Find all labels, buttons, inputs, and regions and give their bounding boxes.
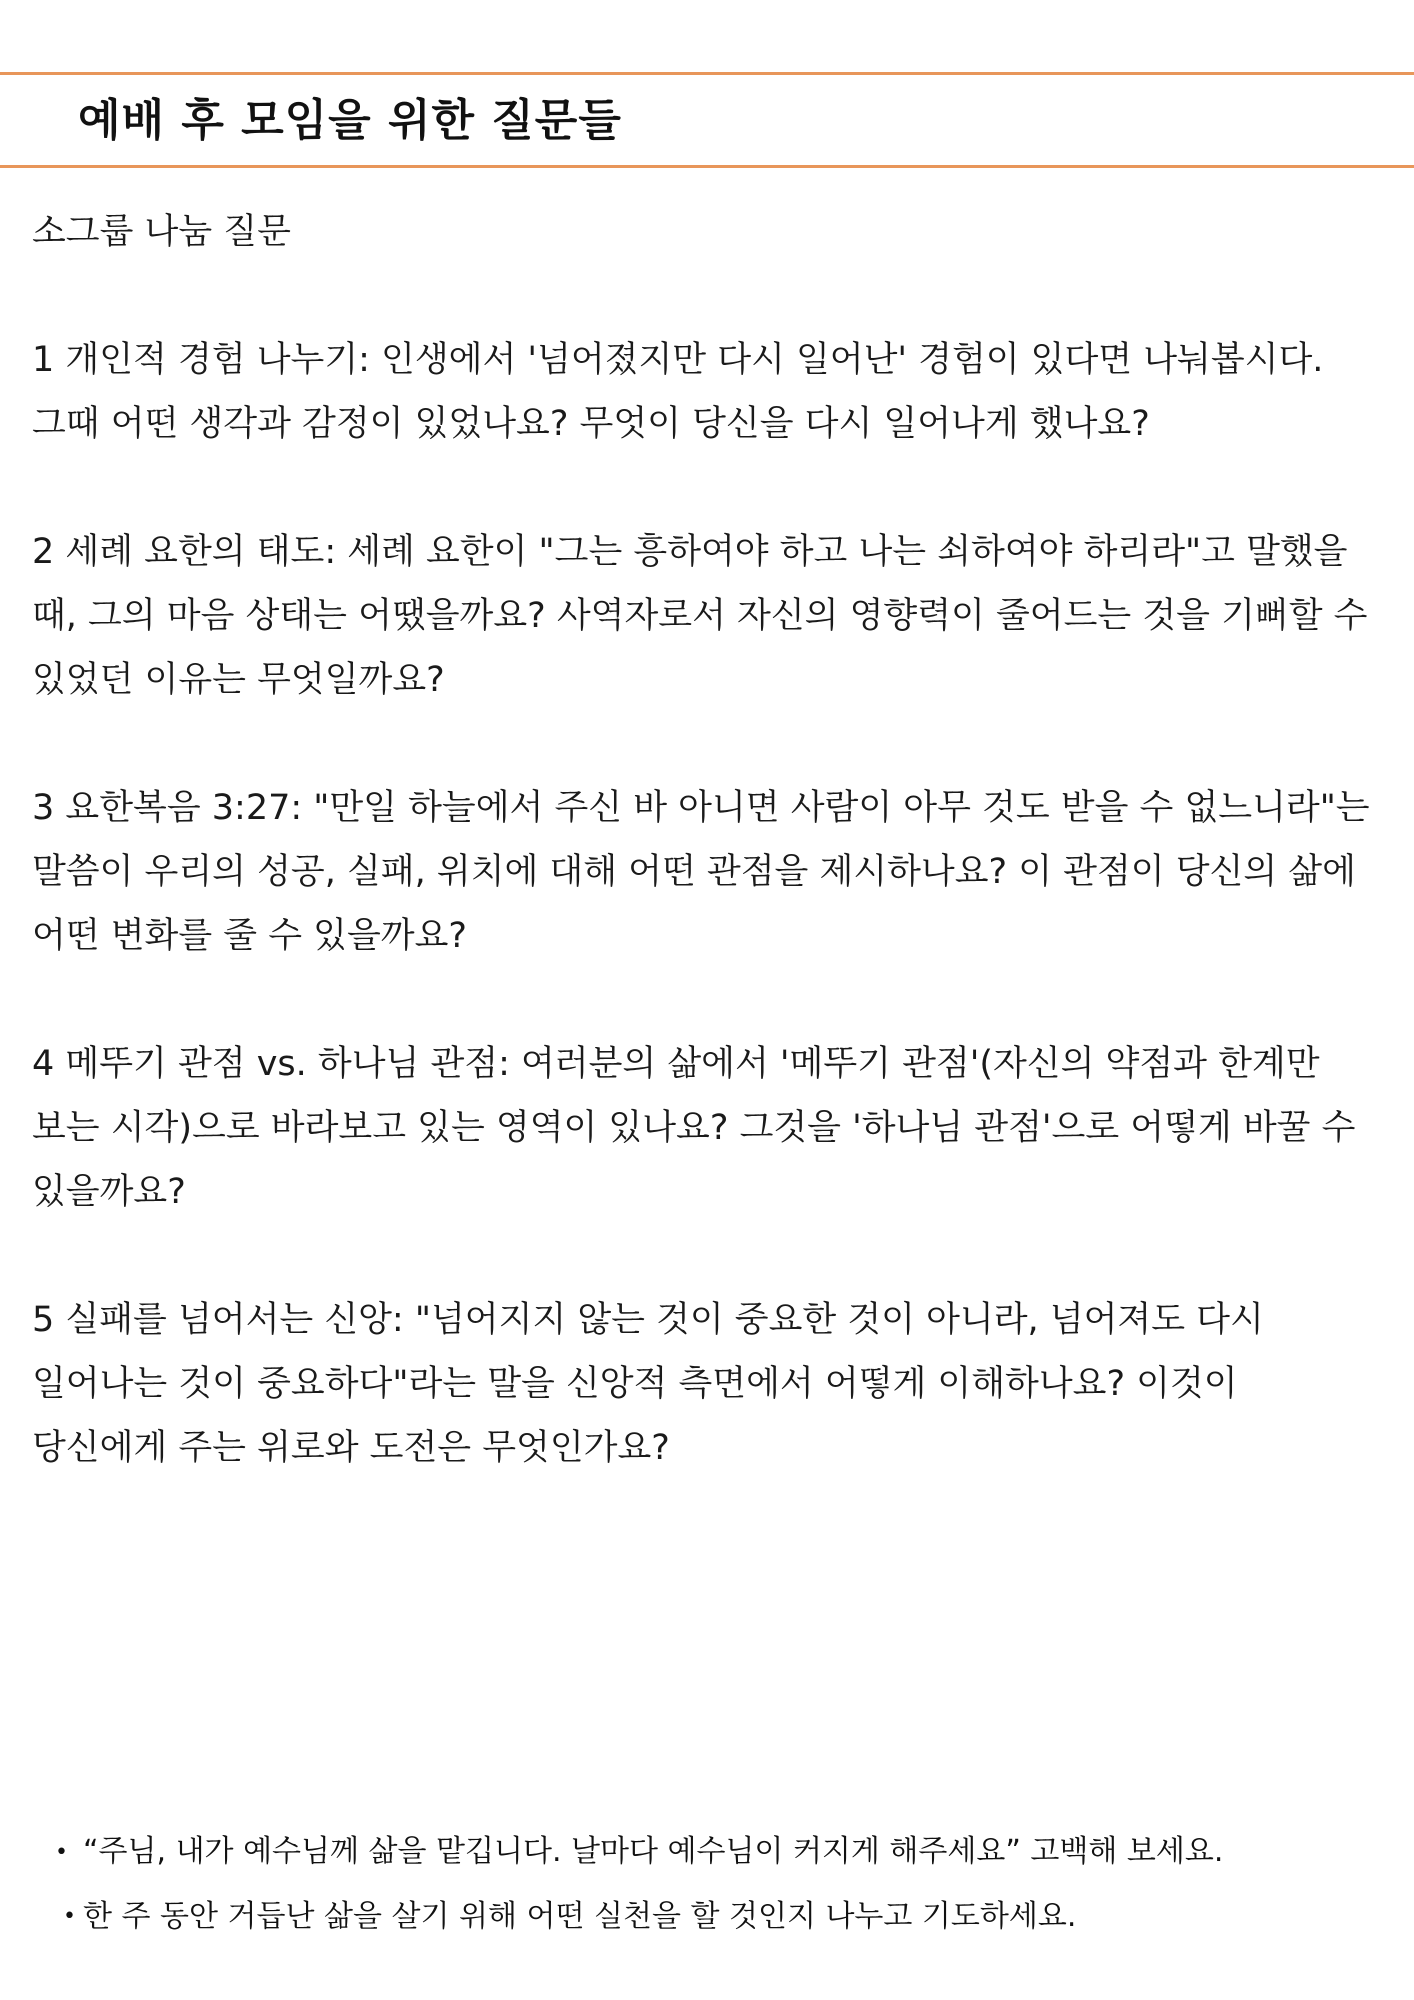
section-title: 소그룹 나눔 질문 [32, 212, 291, 252]
list-item [55, 1820, 1385, 1885]
action-list [55, 1820, 1385, 1949]
question-1: 1 개인적 경험 나누기: 인생에서 '넘어졌지만 다시 일어난' 경험이 있다면 나눠봅시다. 그때 어떤 생각과 감정이 있었나요? 무엇이 당신을 다시 일어나게 했나요? [32, 340, 1324, 444]
header-band [0, 72, 1414, 168]
list-item-text: “주님, 내가 예수님께 삶을 맡깁니다. 날마다 예수님이 커지게 해주세요” 고백해 보세요. [83, 1834, 1224, 1869]
list-item [55, 1885, 1385, 1950]
list-item-text: 한 주 동안 거듭난 삶을 살기 위해 어떤 실천을 할 것인지 나누고 기도하세요. [83, 1898, 1077, 1934]
question-2: 2 세례 요한의 태도: 세례 요한이 "그는 흥하여야 하고 나는 쇠하여야 하리라"고 말했을 때, 그의 마음 상태는 어땠을까요? 사역자로서 자신의 영향력이 줄어드는 것을 기뻐할 수 있었던 이유는 무엇일까요? [32, 532, 1368, 700]
question-3: 3 요한복음 3:27: "만일 하늘에서 주신 바 아니면 사람이 아무 것도 받을 수 없느니라"는 말씀이 우리의 성공, 실패, 위치에 대해 어떤 관점을 제시하나요? 이 관점이 당신의 삶에 어떤 변화를 줄 수 있을까요? [32, 788, 1370, 956]
bullet-icon: • [55, 1839, 68, 1865]
question-4: 4 메뚜기 관점 vs. 하나님 관점: 여러분의 삶에서 '메뚜기 관점'(자신의 약점과 한계만 보는 시각)으로 바라보고 있는 영역이 있나요? 그것을 '하나님 관점'으로 어떻게 바꿀 수 있을까요? [32, 1044, 1356, 1212]
page-title: 예배 후 모임을 위한 질문들 [78, 95, 622, 146]
bullet-icon: • [63, 1904, 76, 1929]
question-5: 5 실패를 넘어서는 신앙: "넘어지지 않는 것이 중요한 것이 아니라, 넘어져도 다시 일어나는 것이 중요하다"라는 말을 신앙적 측면에서 어떻게 이해하나요? 이것이 당신에게 주는 위로와 도전은 무엇인가요? [32, 1300, 1264, 1468]
main-content [32, 200, 1382, 1480]
